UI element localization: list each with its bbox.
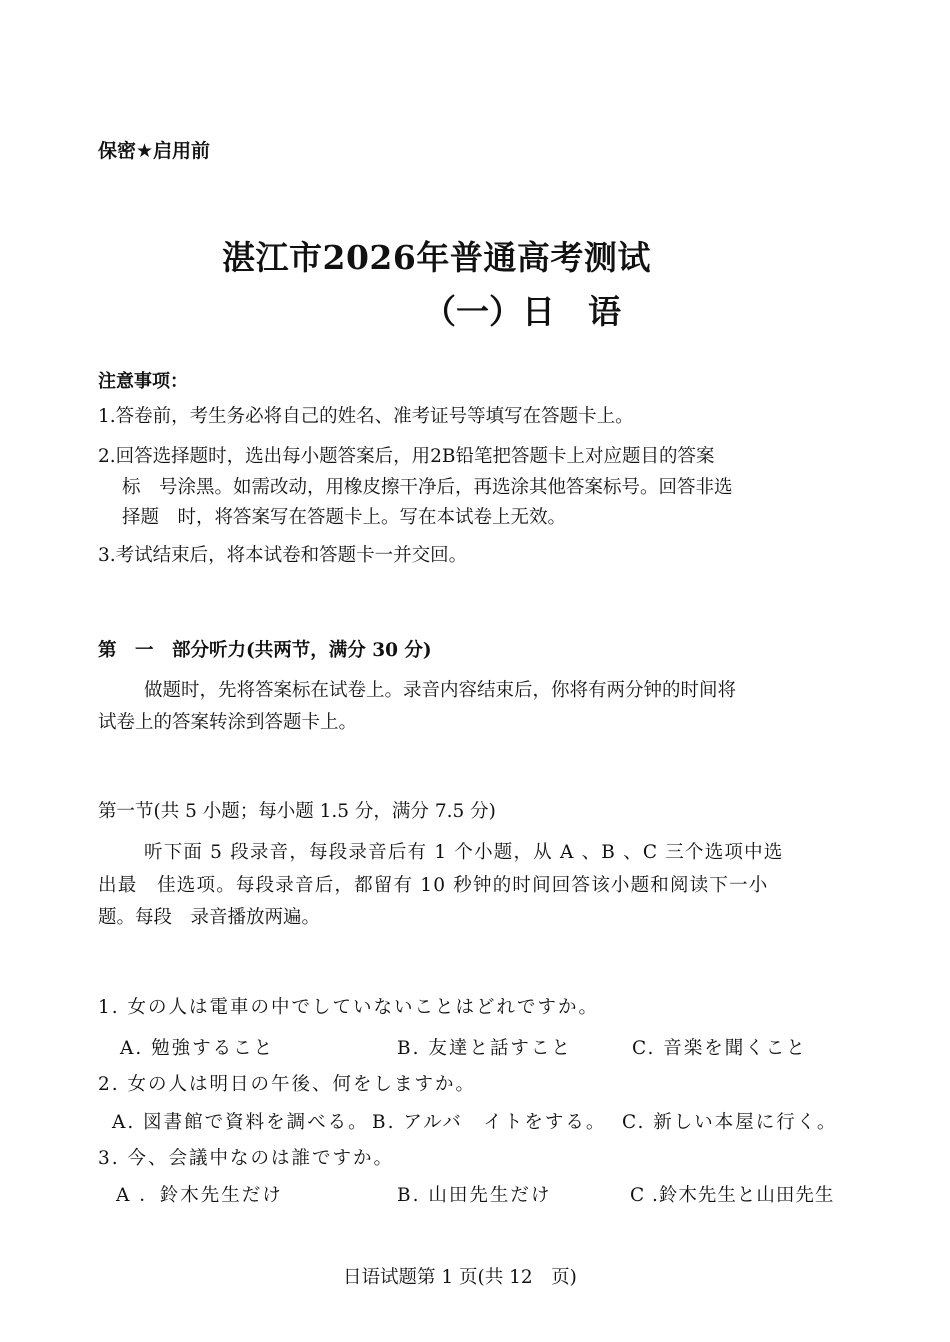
notice-item-3: 3.考试结束后，将本试卷和答题卡一并交回。: [98, 545, 468, 566]
confidential-label: 保密★启用前: [98, 140, 211, 162]
question-1-option-c: C. 音楽を聞くこと: [632, 1038, 807, 1059]
section1-intro-line-1: 听下面 5 段录音，每段录音后有 1 个小题，从 A 、B 、C 三个选项中选: [144, 842, 784, 863]
page-footer: 日语试题第 1 页(共 12 页): [343, 1267, 577, 1288]
notice-item-2-line-2: 标 号涂黑。如需改动，用橡皮擦干净后，再选涂其他答案标号。回答非选: [122, 477, 733, 498]
question-2-option-b: B. アルバ イトをする。: [372, 1112, 607, 1133]
section1-heading: 第一节(共 5 小题；每小题 1.5 分，满分 7.5 分): [98, 801, 496, 822]
part1-heading: 第 一 部分听力(共两节，满分 30 分): [98, 640, 432, 661]
question-2-option-a: A. 図書館で資料を調べる。: [112, 1112, 369, 1133]
notice-item-2-line-1: 2.回答选择题时，选出每小题答案后，用2B铅笔把答题卡上对应题目的答案: [98, 446, 715, 467]
notice-heading: 注意事项：: [98, 371, 188, 392]
question-2-stem: 2. 女の人は明日の午後、何をしますか。: [98, 1074, 477, 1095]
question-1-option-a: A. 勉強すること: [120, 1038, 275, 1059]
question-3-option-b: B. 山田先生だけ: [397, 1185, 552, 1206]
part1-intro-line-1: 做题时，先将答案标在试卷上。录音内容结束后，你将有两分钟的时间将: [144, 680, 737, 701]
question-1-option-b: B. 友達と話すこと: [397, 1038, 572, 1059]
question-3-option-a: A ．鈴木先生だけ: [116, 1185, 283, 1206]
section1-intro-line-2: 出最 佳选项。每段录音后，都留有 10 秒钟的时间回答该小题和阅读下一小: [98, 875, 769, 896]
exam-subject: （一）日 语: [423, 292, 621, 331]
section1-intro-line-3: 题。每段 录音播放两遍。: [98, 907, 321, 928]
exam-title: 湛江市2026年普通高考测试: [222, 238, 651, 277]
question-1-stem: 1. 女の人は電車の中でしていないことはどれですか。: [98, 997, 600, 1018]
part1-intro-line-2: 试卷上的答案转涂到答题卡上。: [98, 712, 358, 733]
question-3-option-c: C .鈴木先生と山田先生: [630, 1185, 835, 1206]
question-3-stem: 3. 今、会議中なのは誰ですか。: [98, 1148, 395, 1169]
notice-item-2-line-3: 择题 时，将答案写在答题卡上。写在本试卷上无效。: [122, 507, 567, 528]
question-2-option-c: C. 新しい本屋に行く。: [622, 1112, 838, 1133]
notice-item-1: 1.答卷前，考生务必将自己的姓名、准考证号等填写在答题卡上。: [98, 406, 634, 427]
